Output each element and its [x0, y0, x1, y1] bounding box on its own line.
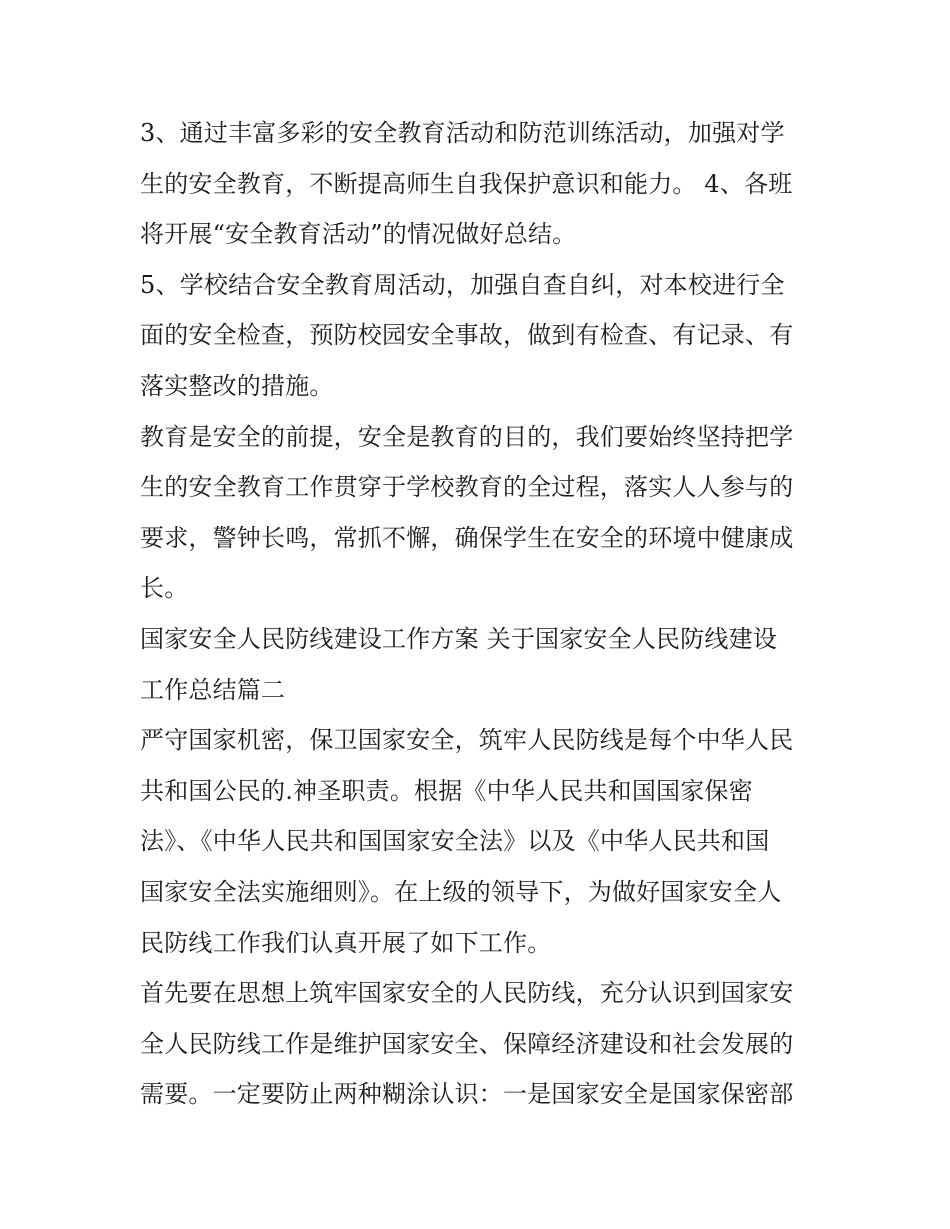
text-line: 面的安全检查，预防校园安全事故，做到有检查、有记录、有 [140, 321, 794, 350]
text-line: 首先要在思想上筑牢国家安全的人民防线，充分认识到国家安 [140, 979, 794, 1008]
text-line: 生的安全教育工作贯穿于学校教育的全过程，落实人人参与的 [140, 473, 794, 502]
text-line: 将开展“安全教育活动”的情况做好总结。 [140, 220, 577, 249]
document-body [140, 108, 820, 1120]
text-line: 法》、《中华人民共和国国家安全法》以及《中华人民共和国 [140, 827, 770, 856]
text-line: 5、学校结合安全教育周活动，加强自查自纠，对本校进行全 [140, 270, 785, 299]
text-line: 要求，警钟长鸣，常抓不懈，确保学生在安全的环境中健康成 [140, 523, 794, 552]
text-line: 需要。一定要防止两种糊涂认识：一是国家安全是国家保密部 [140, 1080, 794, 1109]
text-line: 落实整改的措施。 [140, 371, 334, 400]
text-line: 生的安全教育，不断提高师生自我保护意识和能力。 4、各班 [140, 169, 793, 198]
text-line: 全人民防线工作是维护国家安全、保障经济建设和社会发展的 [140, 1029, 794, 1058]
text-line: 国家安全法实施细则》。在上级的领导下，为做好国家安全人 [140, 877, 782, 906]
text-line: 教育是安全的前提，安全是教育的目的，我们要始终坚持把学 [140, 422, 794, 451]
text-line: 民防线工作我们认真开展了如下工作。 [140, 928, 552, 957]
section-heading-line: 工作总结篇二 [140, 675, 286, 704]
text-line: 严守国家机密，保卫国家安全，筑牢人民防线是每个中华人民 [140, 726, 794, 755]
text-line: 共和国公民的.神圣职责。根据《中华人民共和国国家保密 [140, 776, 753, 805]
text-line: 长。 [140, 574, 189, 603]
text-line: 3、通过丰富多彩的安全教育活动和防范训练活动，加强对学 [140, 119, 785, 147]
section-heading-line: 国家安全人民防线建设工作方案 关于国家安全人民防线建设 [140, 624, 778, 653]
